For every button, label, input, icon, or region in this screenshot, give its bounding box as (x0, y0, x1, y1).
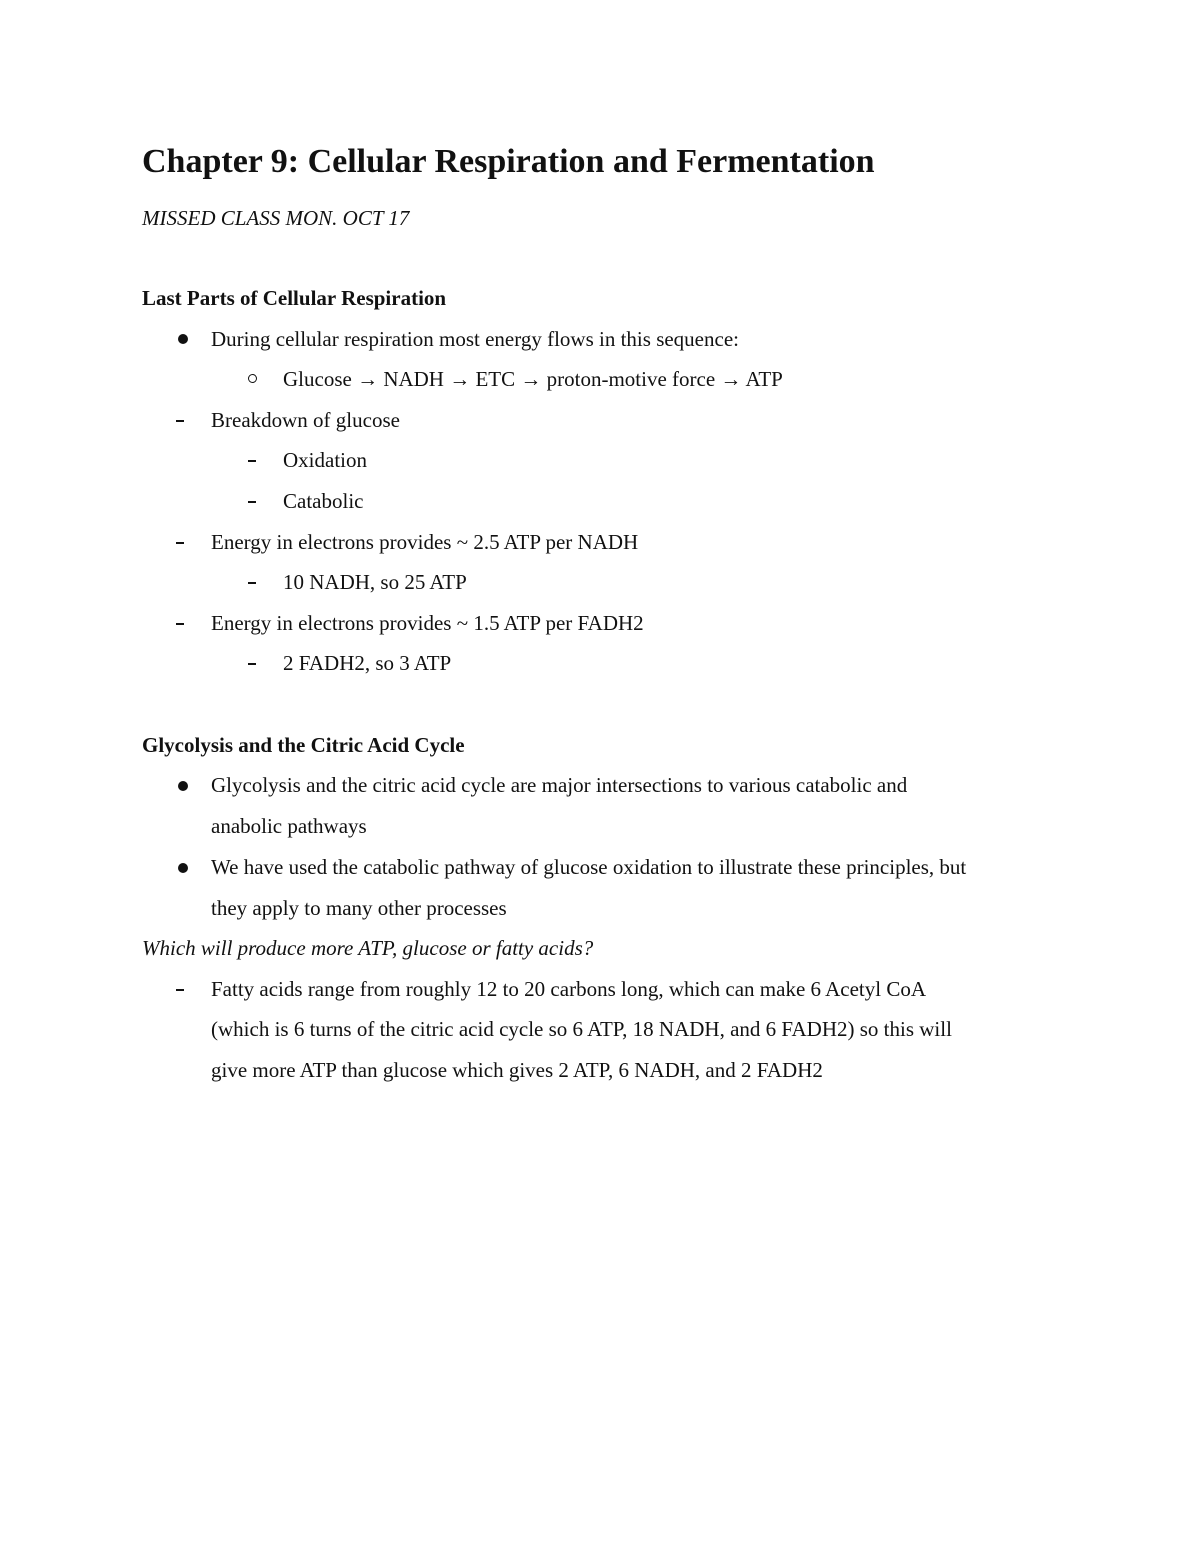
list-item: Catabolic (283, 489, 364, 513)
answer-line: Fatty acids range from roughly 12 to 20 carbons long, which can make 6 Acetyl CoA (211, 977, 927, 1001)
list-item-continuation: anabolic pathways (211, 814, 367, 838)
question-text: Which will produce more ATP, glucose or fatty acids? (142, 936, 594, 960)
list-item: Energy in electrons provides ~ 2.5 ATP per NADH (211, 530, 639, 554)
bullet-ring-icon (248, 374, 257, 383)
answer-line: give more ATP than glucose which gives 2 ATP, 6 NADH, and 2 FADH2 (211, 1058, 823, 1082)
list-item: Oxidation (283, 448, 367, 472)
dash-icon (176, 989, 184, 991)
list-item: 2 FADH2, so 3 ATP (283, 651, 452, 675)
list-item: We have used the catabolic pathway of glucose oxidation to illustrate these principles, but (211, 855, 967, 879)
list-item: Glycolysis and the citric acid cycle are major intersections to various catabolic and (211, 773, 908, 797)
bullet-dot-icon (178, 781, 188, 791)
section-heading-glycolysis: Glycolysis and the Citric Acid Cycle (142, 733, 465, 757)
dash-icon (248, 663, 256, 665)
list-item: Glucose → NADH → ETC → proton-motive force → ATP (283, 367, 783, 391)
dash-icon (248, 501, 256, 503)
dash-icon (248, 582, 256, 584)
section-heading-last-parts: Last Parts of Cellular Respiration (142, 286, 447, 310)
answer-line: (which is 6 turns of the citric acid cycle so 6 ATP, 18 NADH, and 6 FADH2) so this will (211, 1017, 952, 1041)
page-subtitle: MISSED CLASS MON. OCT 17 (142, 206, 410, 230)
bullet-dot-icon (178, 334, 188, 344)
page-title: Chapter 9: Cellular Respiration and Fermentation (142, 143, 875, 180)
dash-icon (176, 420, 184, 422)
dash-icon (176, 623, 184, 625)
list-item-continuation: they apply to many other processes (211, 896, 507, 920)
list-item: Energy in electrons provides ~ 1.5 ATP per FADH2 (211, 611, 644, 635)
list-item: Breakdown of glucose (211, 408, 400, 432)
dash-icon (248, 460, 256, 462)
dash-icon (176, 542, 184, 544)
bullet-dot-icon (178, 863, 188, 873)
list-item: 10 NADH, so 25 ATP (283, 570, 467, 594)
list-item: During cellular respiration most energy flows in this sequence: (211, 327, 739, 351)
